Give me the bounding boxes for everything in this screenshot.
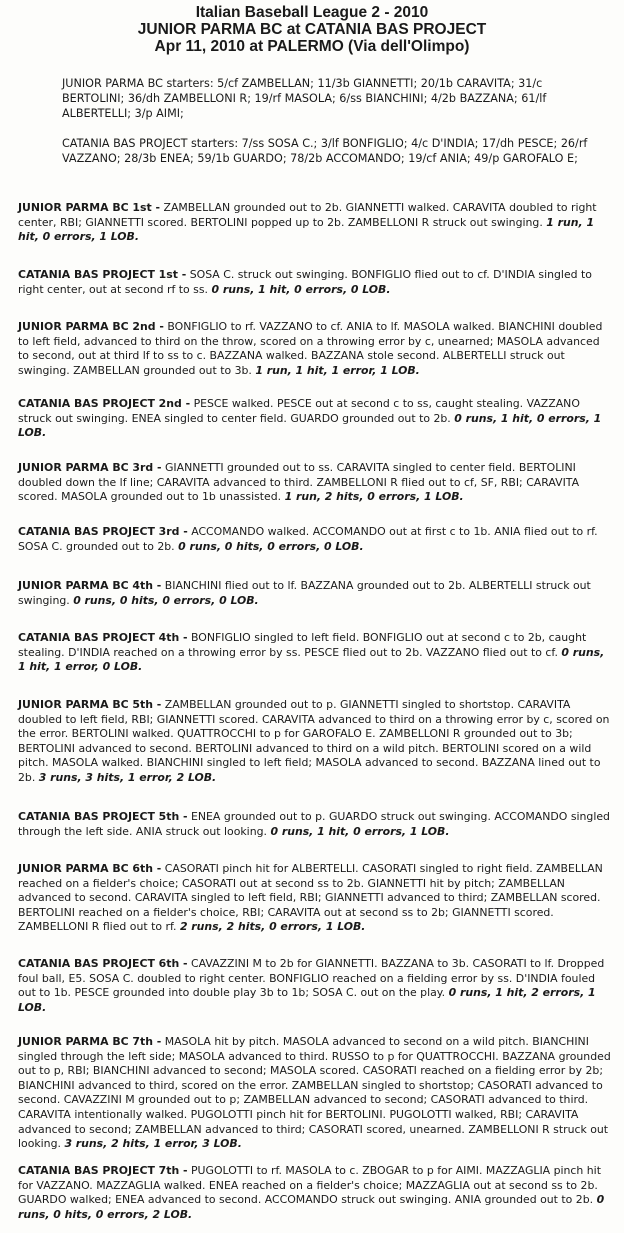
inning-block <box>18 631 614 675</box>
inning-heading: CATANIA BAS PROJECT 6th - <box>18 957 188 970</box>
inning-summary: 0 runs, 1 hit, 0 errors, 1 LOB. <box>270 824 450 838</box>
inning-summary: 0 runs, 0 hits, 0 errors, 0 LOB. <box>73 593 259 607</box>
inning-heading: CATANIA BAS PROJECT 2nd - <box>18 397 191 410</box>
inning-block <box>18 397 614 441</box>
inning-summary: 2 runs, 2 hits, 0 errors, 1 LOB. <box>179 920 366 934</box>
inning-heading: JUNIOR PARMA BC 3rd - <box>18 461 162 474</box>
matchup-title: JUNIOR PARMA BC at CATANIA BAS PROJECT <box>137 21 487 38</box>
inning-heading: JUNIOR PARMA BC 5th - <box>18 698 162 711</box>
inning-heading: JUNIOR PARMA BC 6th - <box>18 862 162 875</box>
inning-block <box>18 1035 614 1152</box>
inning-heading: CATANIA BAS PROJECT 5th - <box>18 810 188 823</box>
inning-block <box>18 320 614 378</box>
inning-plays: BIANCHINI flied out to lf. BAZZANA grounded out to 2b. ALBERTELLI struck out swinging. <box>18 579 591 607</box>
league-title: Italian Baseball League 2 - 2010 <box>195 4 429 21</box>
inning-summary: 1 run, 2 hits, 0 errors, 1 LOB. <box>284 490 464 504</box>
date-venue: Apr 11, 2010 at PALERMO (Via dell'Olimpo) <box>154 38 470 55</box>
inning-plays: ZAMBELLAN grounded out to 2b. GIANNETTI walked. CARAVITA doubled to right center, RBI; GIANNETTI scored. BERTOLINI popped up to 2b. ZAMBELLONI R struck out swinging. <box>18 201 597 229</box>
inning-block <box>18 579 614 608</box>
inning-block <box>18 201 614 245</box>
inning-plays: ACCOMANDO walked. ACCOMANDO out at first c to 1b. ANIA flied out to rf. SOSA C. grounded out to 2b. <box>18 525 598 553</box>
inning-plays: ENEA grounded out to p. GUARDO struck out swinging. ACCOMANDO singled through the left side. ANIA struck out looking. <box>18 810 610 838</box>
inning-plays: CAVAZZINI M to 2b for GIANNETTI. BAZZANA to 3b. CASORATI to lf. Dropped foul ball, E5. SOSA C. doubled to right center. BONFIGLIO reached on a fielding error by ss. D'INDIA fouled out to 1b. PESCE grounded into double play 3b to 1b; SOSA C. out on the play. <box>18 957 605 1000</box>
inning-plays: SOSA C. struck out swinging. BONFIGLIO flied out to cf. D'INDIA singled to right center, out at second rf to ss. <box>18 268 592 296</box>
inning-heading: CATANIA BAS PROJECT 7th - <box>18 1164 188 1177</box>
inning-plays: BONFIGLIO to rf. VAZZANO to cf. ANIA to lf. MASOLA walked. BIANCHINI doubled to left field, advanced to third on the throw, scored on a throwing error by c, unearned; MASOLA advanced to second, out at third lf to ss to c. BAZZANA walked. BAZZANA stole second. ALBERTELLI struck out swinging. ZAMBELLAN grounded out to 3b. <box>18 320 603 377</box>
inning-plays: ZAMBELLAN grounded out to p. GIANNETTI singled to shortstop. CARAVITA doubled to left field, RBI; GIANNETTI scored. CARAVITA advanced to third on a throwing error by c, scored on the error. BERTOLINI walked. QUATTROCCHI to p for GAROFALO E. ZAMBELLONI R grounded out to 3b; BERTOLINI advanced to second. BERTOLINI advanced to third on a wild pitch. BERTOLINI scored on a wild pitch. MASOLA walked. BIANCHINI singled to left field; MASOLA advanced to second. BAZZANA lined out to 2b. <box>18 698 610 784</box>
inning-summary: 1 run, 1 hit, 0 errors, 1 LOB. <box>18 215 595 244</box>
inning-summary: 0 runs, 1 hit, 2 errors, 1 LOB. <box>18 986 596 1014</box>
inning-block <box>18 810 614 839</box>
inning-block <box>18 461 614 505</box>
inning-heading: CATANIA BAS PROJECT 3rd - <box>18 525 188 538</box>
inning-summary: 3 runs, 3 hits, 1 error, 2 LOB. <box>38 770 217 784</box>
inning-block <box>18 698 614 786</box>
inning-heading: CATANIA BAS PROJECT 4th - <box>18 631 188 644</box>
inning-heading: JUNIOR PARMA BC 1st - <box>18 201 161 214</box>
inning-summary: 1 run, 1 hit, 1 error, 1 LOB. <box>255 363 420 377</box>
inning-plays: MASOLA hit by pitch. MASOLA advanced to second on a wild pitch. BIANCHINI singled through the left side; MASOLA advanced to third. RUSSO to p for QUATTROCCHI. BAZZANA grounded out to p, RBI; BIANCHINI advanced to second; MASOLA scored. CASORATI reached on a fielding error by 2b; BIANCHINI advanced to third, scored on the error. ZAMBELLAN singled to shortstop; CASORATI advanced to second. CAVAZZINI M grounded out to p; ZAMBELLAN advanced to second; CASORATI advanced to third. CARAVITA intentionally walked. PUGOLOTTI pinch hit for BERTOLINI. PUGOLOTTI walked, RBI; CARAVITA advanced to second; ZAMBELLAN advanced to third; CASORATI scored, unearned. ZAMBELLONI R struck out looking. <box>18 1035 611 1151</box>
away-starters: CATANIA BAS PROJECT starters: 7/ss SOSA C.; 3/lf BONFIGLIO; 4/c D'INDIA; 17/dh PESCE; 26/rf VAZZANO; 28/3b ENEA; 59/1b GUARDO; 78/2b ACCOMANDO; 19/cf ANIA; 49/p GAROFALO E; <box>62 137 588 165</box>
inning-plays: PESCE walked. PESCE out at second c to ss, caught stealing. VAZZANO struck out swinging. ENEA singled to center field. GUARDO grounded out to 2b. <box>18 397 580 425</box>
inning-summary: 0 runs, 1 hit, 0 errors, 0 LOB. <box>211 282 391 296</box>
inning-heading: CATANIA BAS PROJECT 1st - <box>18 268 187 281</box>
inning-plays: PUGOLOTTI to rf. MASOLA to c. ZBOGAR to p for AIMI. MAZZAGLIA pinch hit for VAZZANO. MAZZAGLIA walked. ENEA reached on a fielder's choice; MAZZAGLIA out at second ss to 2b. GUARDO walked; ENEA advanced to second. ACCOMANDO struck out swinging. ANIA grounded out to 2b. <box>18 1164 601 1207</box>
inning-block <box>18 957 614 1015</box>
inning-summary: 0 runs, 0 hits, 0 errors, 0 LOB. <box>178 539 364 553</box>
inning-plays: CASORATI pinch hit for ALBERTELLI. CASORATI singled to right field. ZAMBELLAN reached on a fielder's choice; CASORATI out at second ss to 2b. GIANNETTI hit by pitch; ZAMBELLAN advanced to second. CARAVITA singled to left field, RBI; GIANNETTI advanced to third; ZAMBELLAN scored. BERTOLINI reached on a fielder's choice, RBI; CARAVITA out at second ss to 2b; GIANNETTI scored. ZAMBELLONI R flied out to rf. <box>18 862 603 934</box>
inning-summary: 0 runs, 1 hit, 1 error, 0 LOB. <box>18 645 605 674</box>
inning-summary: 0 runs, 0 hits, 0 errors, 2 LOB. <box>18 1193 605 1221</box>
inning-summary: 0 runs, 1 hit, 0 errors, 1 LOB. <box>18 411 602 440</box>
inning-block <box>18 525 614 554</box>
home-starters: JUNIOR PARMA BC starters: 5/cf ZAMBELLAN; 11/3b GIANNETTI; 20/1b CARAVITA; 31/c BERTOLINI; 36/dh ZAMBELLONI R; 19/rf MASOLA; 6/ss BIANCHINI; 4/2b BAZZANA; 61/lf ALBERTELLI; 3/p AIMI; <box>62 77 547 120</box>
inning-plays: GIANNETTI grounded out to ss. CARAVITA singled to center field. BERTOLINI doubled down the lf line; CARAVITA advanced to third. ZAMBELLONI R flied out to cf, SF, RBI; CARAVITA scored. MASOLA grounded out to 1b unassisted. <box>18 461 580 504</box>
inning-plays: BONFIGLIO singled to left field. BONFIGLIO out at second c to 2b, caught stealing. D'INDIA reached on a throwing error by ss. PESCE flied out to 2b. VAZZANO flied out to cf. <box>18 631 587 659</box>
inning-block <box>18 268 614 297</box>
inning-heading: JUNIOR PARMA BC 4th - <box>18 579 162 592</box>
inning-heading: JUNIOR PARMA BC 7th - <box>18 1035 162 1048</box>
inning-block <box>18 1164 614 1222</box>
inning-summary: 3 runs, 2 hits, 1 error, 3 LOB. <box>64 1137 242 1151</box>
inning-block <box>18 862 614 935</box>
inning-heading: JUNIOR PARMA BC 2nd - <box>18 320 164 333</box>
